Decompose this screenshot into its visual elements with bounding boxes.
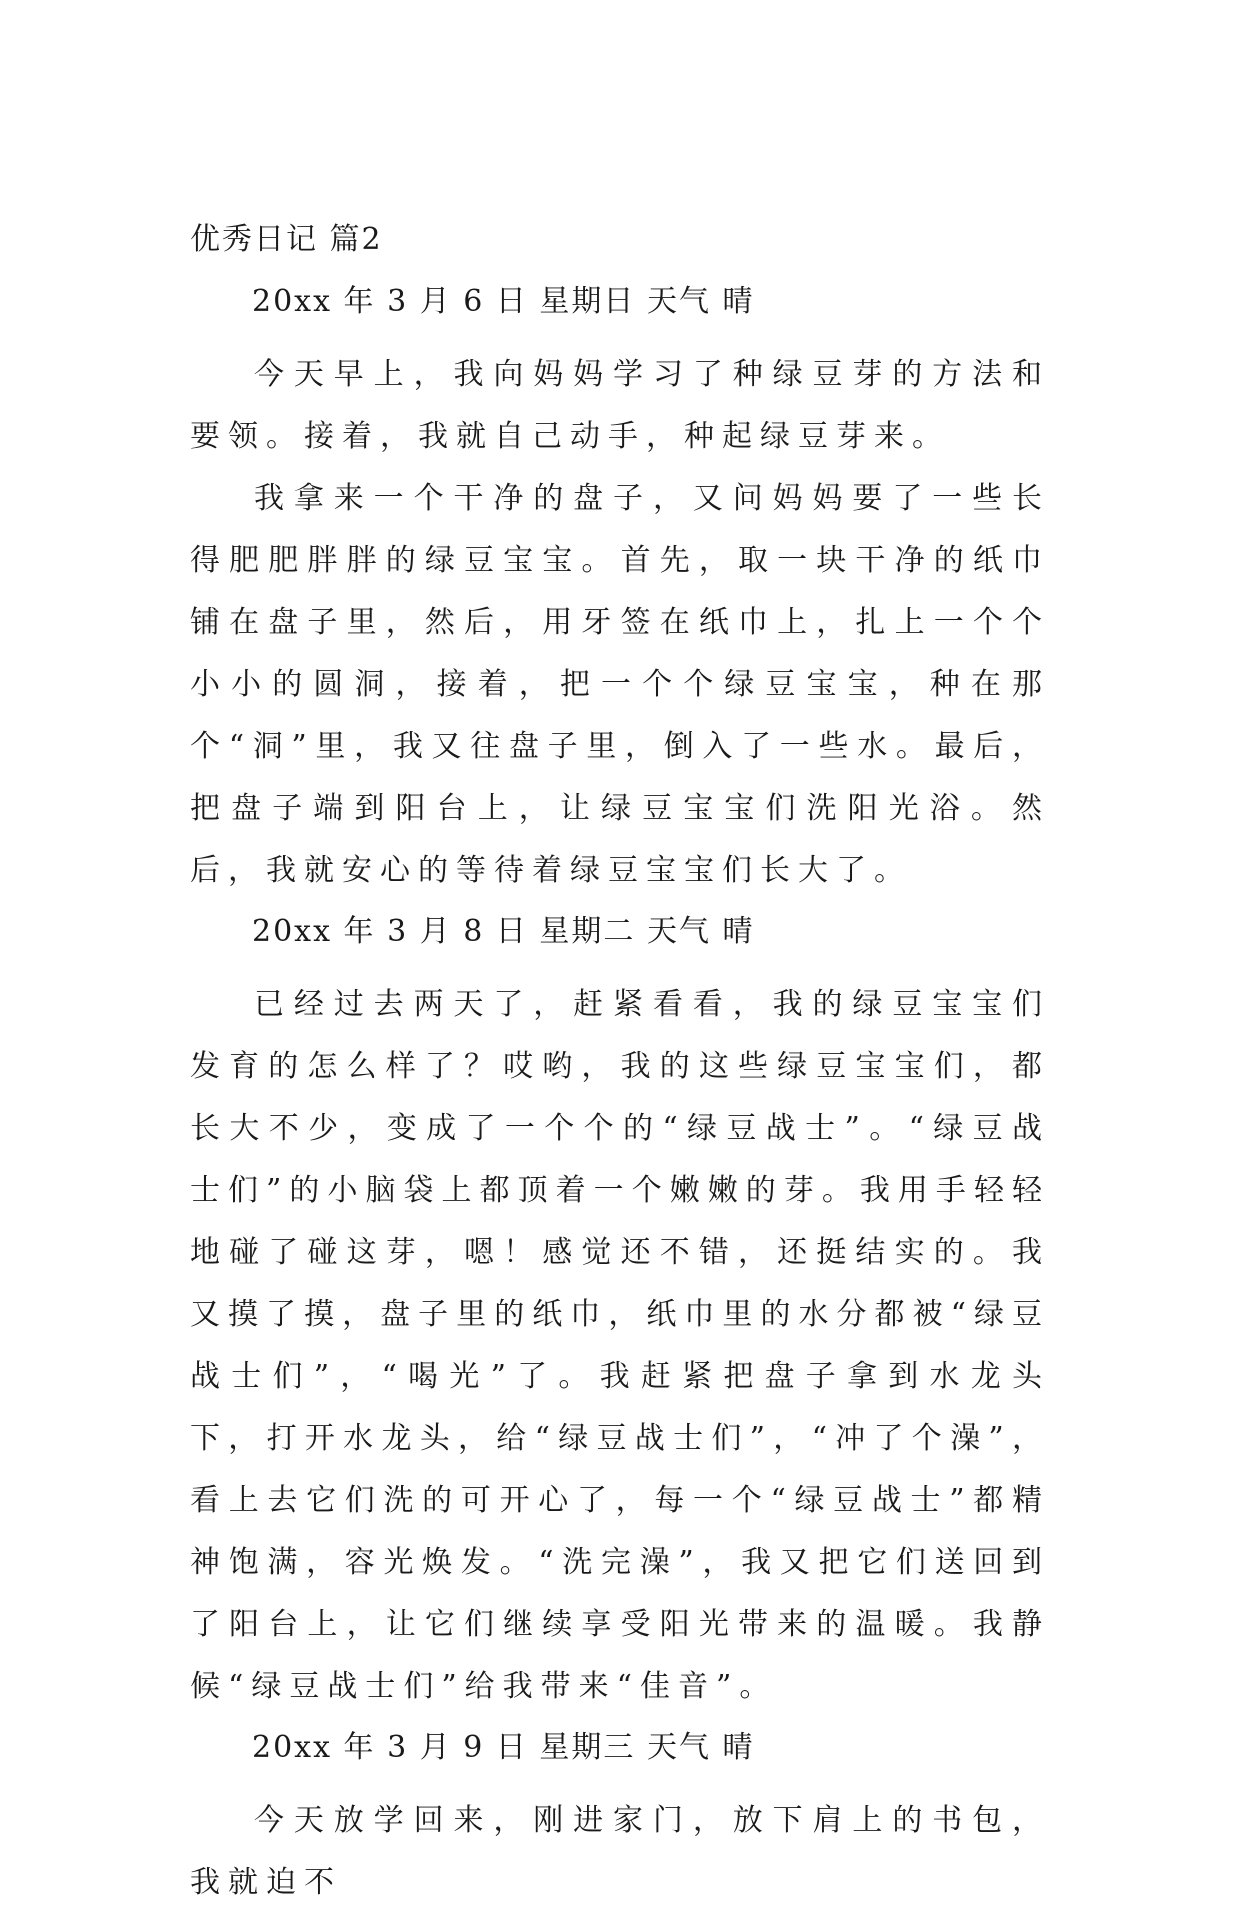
entry-paragraph: 今天早上，我向妈妈学习了种绿豆芽的方法和要领。接着，我就自己动手，种起绿豆芽来。 <box>190 357 1050 454</box>
document-page <box>190 220 1050 1914</box>
entry-date-line: 20xx 年 3 月 6 日 星期日 天气 晴 <box>252 284 755 319</box>
document-title: 优秀日记 篇2 <box>190 222 383 257</box>
entry-paragraph: 今天放学回来，刚进家门，放下肩上的书包，我就迫不 <box>190 1803 1050 1900</box>
entry-paragraph: 我拿来一个干净的盘子，又问妈妈要了一些长得肥肥胖胖的绿豆宝宝。首先，取一块干净的纸巾铺在盘子里，然后，用牙签在纸巾上，扎上一个个小小的圆洞，接着，把一个个绿豆宝宝，种在那个“洞”里，我又往盘子里，倒入了一些水。最后，把盘子端到阳台上，让绿豆宝宝们洗阳光浴。然后，我就安心的等待着绿豆宝宝们长大了。 <box>190 481 1050 888</box>
entry-paragraph: 已经过去两天了，赶紧看看，我的绿豆宝宝们发育的怎么样了？哎哟，我的这些绿豆宝宝们，都长大不少，变成了一个个的“绿豆战士”。“绿豆战士们”的小脑袋上都顶着一个嫩嫩的芽。我用手轻轻地碰了碰这芽，嗯！感觉还不错，还挺结实的。我又摸了摸，盘子里的纸巾，纸巾里的水分都被“绿豆战士们”，“喝光”了。我赶紧把盘子拿到水龙头下，打开水龙头，给“绿豆战士们”，“冲了个澡”，看上去它们洗的可开心了，每一个“绿豆战士”都精神饱满，容光焕发。“洗完澡”，我又把它们送回到了阳台上，让它们继续享受阳光带来的温暖。我静候“绿豆战士们”给我带来“佳音”。 <box>190 987 1050 1704</box>
entry-date-line: 20xx 年 3 月 8 日 星期二 天气 晴 <box>252 914 755 949</box>
entry-date-line: 20xx 年 3 月 9 日 星期三 天气 晴 <box>252 1730 755 1765</box>
